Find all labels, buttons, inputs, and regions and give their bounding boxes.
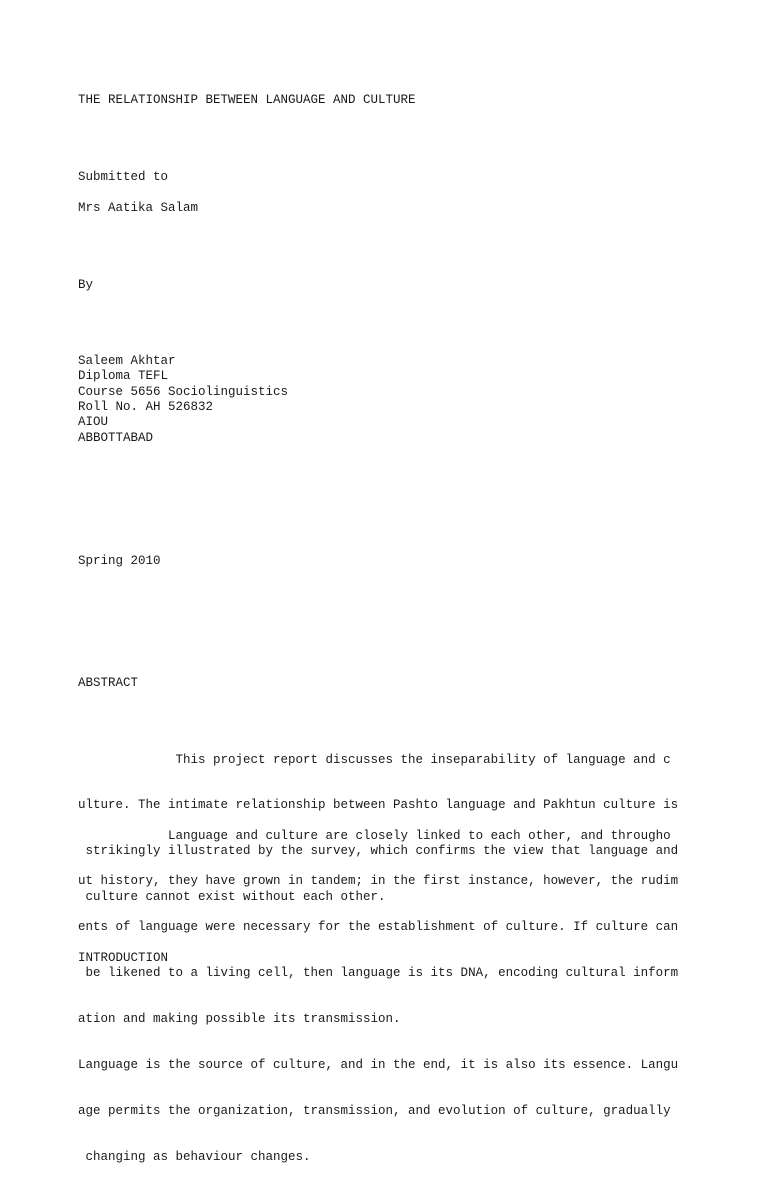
abstract-p2-line: changing as behaviour changes.: [78, 1149, 311, 1164]
abstract-p1-line: culture cannot exist without each other.: [78, 890, 386, 905]
term: Spring 2010: [78, 554, 161, 568]
author-city: ABBOTTABAD: [78, 431, 154, 445]
abstract-p2-line: be likened to a living cell, then language is its DNA, encoding cultural inform: [78, 966, 679, 981]
abstract-p1-line: ulture. The intimate relationship between Pashto language and Pakhtun culture is: [78, 798, 679, 813]
author-name: Saleem Akhtar: [78, 354, 176, 368]
author-institution: AIOU: [78, 415, 109, 429]
author-diploma: Diploma TEFL: [78, 369, 169, 383]
abstract-p2-line: ation and making possible its transmission.: [78, 1012, 401, 1027]
submitted-to-name: Mrs Aatika Salam: [78, 201, 199, 215]
author-course: Course 5656 Sociolinguistics: [78, 385, 289, 399]
submitted-to-label: Submitted to: [78, 170, 169, 184]
by-label: By: [78, 278, 94, 292]
abstract-p2-line: Language is the source of culture, and in the end, it is also its essence. Langu: [78, 1058, 679, 1073]
abstract-p2-line: Language and culture are closely linked to each other, and througho: [78, 828, 671, 843]
abstract-p2-line: age permits the organization, transmission, and evolution of culture, gradually: [78, 1103, 671, 1118]
document-title: THE RELATIONSHIP BETWEEN LANGUAGE AND CULTURE: [78, 93, 416, 107]
abstract-p1-line: This project report discusses the inseparability of language and c: [78, 752, 671, 767]
author-roll-number: Roll No. AH 526832: [78, 400, 214, 414]
abstract-p2-line: ents of language were necessary for the establishment of culture. If culture can: [78, 920, 679, 935]
abstract-p1-line: strikingly illustrated by the survey, which confirms the view that language and: [78, 844, 679, 859]
abstract-p2-line: ut history, they have grown in tandem; in the first instance, however, the rudim: [78, 874, 679, 889]
abstract-heading: ABSTRACT: [78, 676, 139, 690]
abstract-paragraph-2: [78, 798, 678, 1196]
introduction-heading: INTRODUCTION: [78, 951, 169, 965]
